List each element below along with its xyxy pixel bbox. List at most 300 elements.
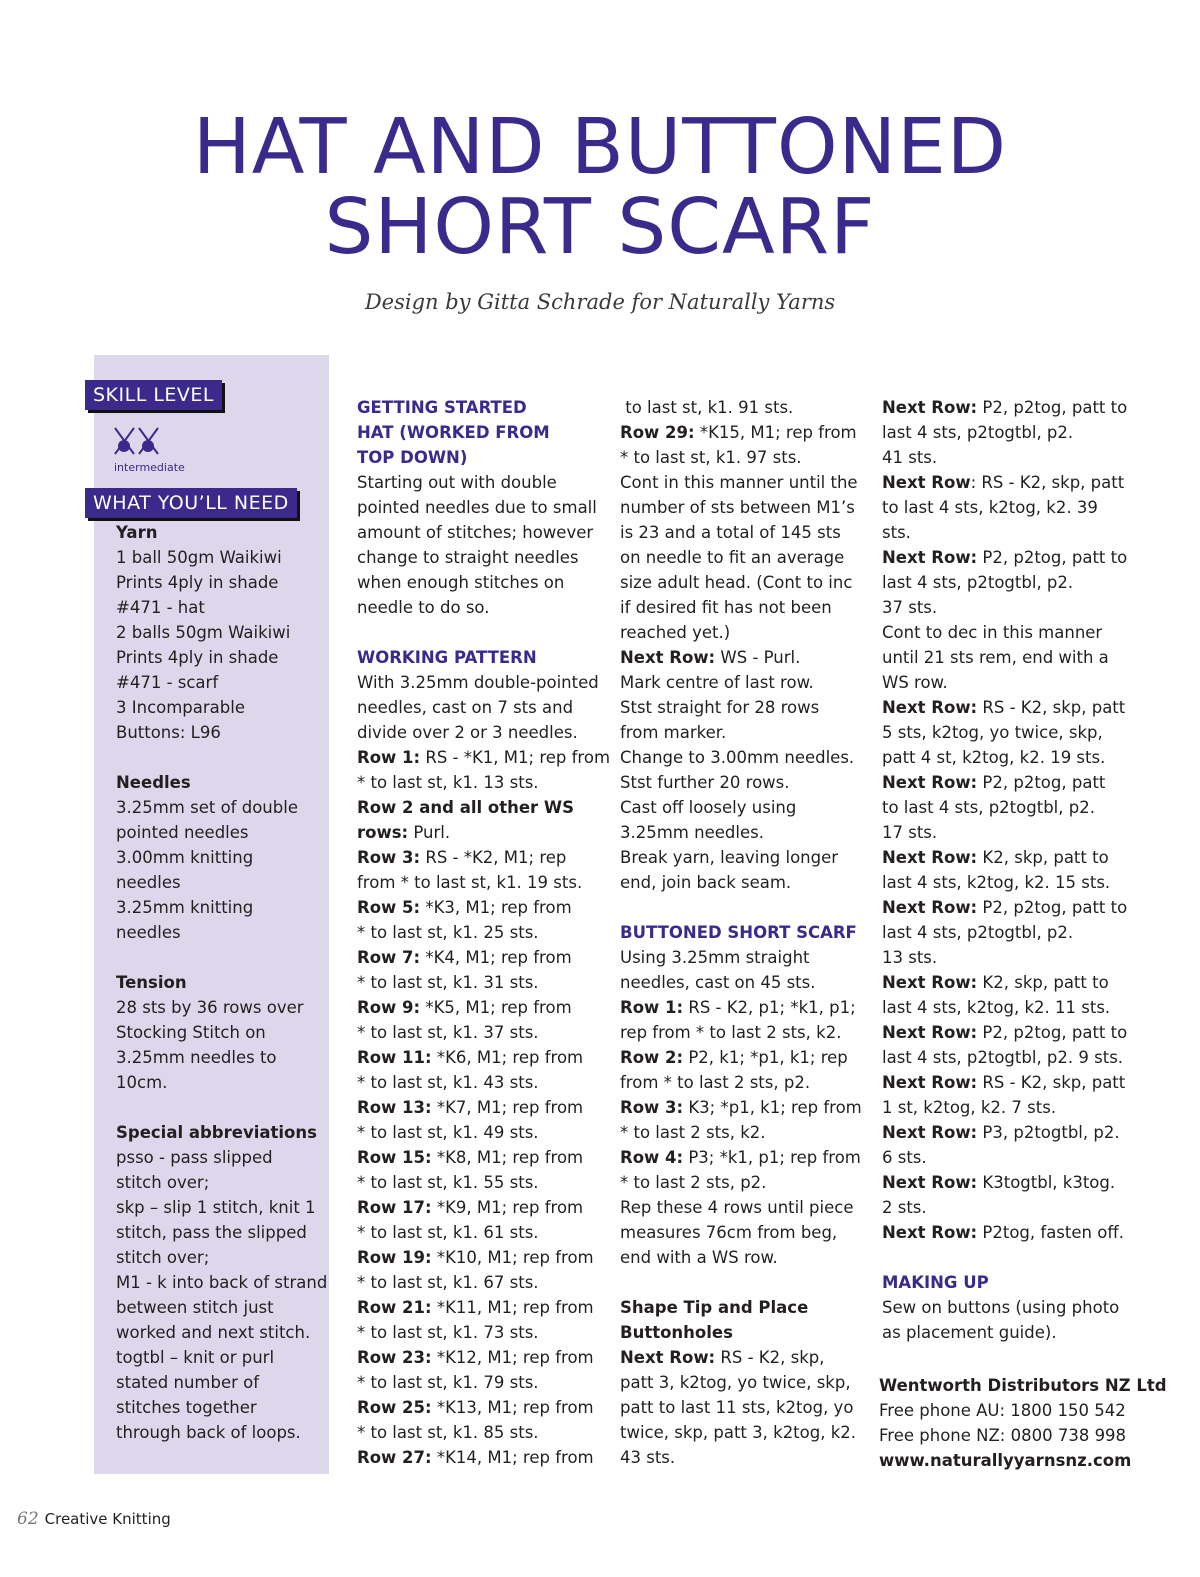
- text-line: [116, 920, 322, 945]
- bold-label: Next Row:: [882, 773, 978, 792]
- text-line: [357, 695, 610, 720]
- line-text: as placement guide).: [882, 1323, 1057, 1342]
- text-line: [620, 445, 862, 470]
- text-line: [882, 1145, 1127, 1170]
- line-text: Prints 4ply in shade: [116, 648, 279, 667]
- text-line: [357, 920, 610, 945]
- bold-label: Next Row:: [882, 1123, 978, 1142]
- line-text: Stst straight for 28 rows: [620, 698, 820, 717]
- text-line: [357, 870, 610, 895]
- line-text: *K12, M1; rep from: [431, 1348, 594, 1367]
- line-text: *K14, M1; rep from: [431, 1448, 594, 1467]
- section-heading: BUTTONED SHORT SCARF: [620, 923, 857, 942]
- line-text: * to last 2 sts, k2.: [620, 1123, 766, 1142]
- line-text: K2, skp, patt to: [977, 973, 1109, 992]
- bold-label: Row 3:: [620, 1098, 684, 1117]
- page-number: 62: [17, 1509, 39, 1529]
- bold-label: Next Row:: [882, 1223, 978, 1242]
- bold-label: Next Row:: [882, 1023, 978, 1042]
- line-text: 3.25mm set of double: [116, 798, 298, 817]
- line-text: Buttons: L96: [116, 723, 221, 742]
- text-line: [357, 1045, 610, 1070]
- text-line: [620, 1395, 862, 1420]
- distributor-info: [879, 1373, 1167, 1473]
- line-text: * to last st, k1. 97 sts.: [620, 448, 802, 467]
- line-text: 3.25mm needles to: [116, 1048, 277, 1067]
- line-text: * to last st, k1. 85 sts.: [357, 1423, 539, 1442]
- line-text: from * to last st, k1. 19 sts.: [357, 873, 583, 892]
- line-text: sts.: [882, 523, 911, 542]
- bold-label: Row 11:: [357, 1048, 432, 1067]
- bold-label: Next Row:: [882, 898, 978, 917]
- text-line: [357, 1145, 610, 1170]
- text-line: [620, 670, 862, 695]
- bold-label: Row 15:: [357, 1148, 432, 1167]
- text-line: [620, 720, 862, 745]
- text-line: [357, 995, 610, 1020]
- spacer: [116, 745, 322, 770]
- bold-label: Row 2:: [620, 1048, 684, 1067]
- text-line: [357, 895, 610, 920]
- bold-label: Row 29:: [620, 423, 695, 442]
- line-text: P3; *k1, p1; rep from: [683, 1148, 861, 1167]
- text-line: [882, 745, 1127, 770]
- text-line: [116, 1295, 322, 1320]
- line-text: stitches together: [116, 1398, 257, 1417]
- bold-label: Row 5:: [357, 898, 421, 917]
- bold-label: Row 13:: [357, 1098, 432, 1117]
- text-line: [882, 395, 1127, 420]
- text-line: [882, 420, 1127, 445]
- page-title: [0, 103, 1200, 272]
- line-text: P2tog, fasten off.: [977, 1223, 1124, 1242]
- bold-label: Special abbreviations: [116, 1123, 317, 1142]
- line-text: RS - K2, skp, patt: [977, 1073, 1126, 1092]
- line-text: 37 sts.: [882, 598, 938, 617]
- text-line: [116, 645, 322, 670]
- line-text: needles: [116, 873, 181, 892]
- text-line: [116, 1045, 322, 1070]
- line-text: skp – slip 1 stitch, knit 1: [116, 1198, 316, 1217]
- text-line: [357, 1095, 610, 1120]
- text-line: [882, 570, 1127, 595]
- line-text: Prints 4ply in shade: [116, 573, 279, 592]
- line-text: 2 sts.: [882, 1198, 927, 1217]
- bold-label: Row 4:: [620, 1148, 684, 1167]
- text-line: [357, 545, 610, 570]
- line-text: *K5, M1; rep from: [420, 998, 572, 1017]
- distributor-name: Wentworth Distributors NZ Ltd: [879, 1376, 1167, 1395]
- line-text: pointed needles: [116, 823, 249, 842]
- text-line: [620, 1320, 862, 1345]
- column-2: [620, 395, 862, 1470]
- spacer: [620, 1270, 862, 1295]
- text-line: [882, 470, 1127, 495]
- line-text: Cont in this manner until the: [620, 473, 858, 492]
- text-line: [620, 1345, 862, 1370]
- line-text: twice, skp, patt 3, k2tog, k2.: [620, 1423, 857, 1442]
- text-line: [116, 595, 322, 620]
- line-text: last 4 sts, p2togtbl, p2.: [882, 423, 1074, 442]
- line-text: * to last st, k1. 25 sts.: [357, 923, 539, 942]
- text-line: [357, 570, 610, 595]
- text-line: [116, 970, 322, 995]
- section-heading: GETTING STARTED: [357, 398, 527, 417]
- text-line: [620, 1370, 862, 1395]
- bold-label: Yarn: [116, 523, 158, 542]
- bold-label: Next Row: [882, 473, 971, 492]
- text-line: [620, 820, 862, 845]
- line-text: between stitch just: [116, 1298, 274, 1317]
- line-text: worked and next stitch.: [116, 1323, 311, 1342]
- line-text: needles, cast on 45 sts.: [620, 973, 816, 992]
- line-text: 1 st, k2tog, k2. 7 sts.: [882, 1098, 1057, 1117]
- text-line: [116, 1420, 322, 1445]
- text-line: [882, 895, 1127, 920]
- line-text: last 4 sts, p2togtbl, p2.: [882, 573, 1074, 592]
- line-text: * to last st, k1. 49 sts.: [357, 1123, 539, 1142]
- text-line: [882, 1220, 1127, 1245]
- line-text: *K10, M1; rep from: [431, 1248, 594, 1267]
- line-text: P2, p2tog, patt to: [977, 548, 1128, 567]
- section-heading: WORKING PATTERN: [357, 648, 537, 667]
- bold-label: rows:: [357, 823, 409, 842]
- line-text: needle to do so.: [357, 598, 490, 617]
- text-line: [116, 520, 322, 545]
- line-text: 3.25mm knitting: [116, 898, 254, 917]
- line-text: K3; *p1, k1; rep from: [683, 1098, 862, 1117]
- text-line: [620, 1420, 862, 1445]
- text-line: [357, 770, 610, 795]
- line-text: last 4 sts, p2togtbl, p2. 9 sts.: [882, 1048, 1124, 1067]
- line-text: *K3, M1; rep from: [420, 898, 572, 917]
- text-line: [357, 945, 610, 970]
- bold-label: Row 9:: [357, 998, 421, 1017]
- line-text: change to straight needles: [357, 548, 579, 567]
- line-text: Using 3.25mm straight: [620, 948, 810, 967]
- text-line: [357, 595, 610, 620]
- line-text: when enough stitches on: [357, 573, 565, 592]
- title-line-2: SHORT SCARF: [324, 183, 876, 272]
- text-line: [620, 945, 862, 970]
- line-text: Mark centre of last row.: [620, 673, 814, 692]
- line-text: measures 76cm from beg,: [620, 1223, 838, 1242]
- text-line: [620, 695, 862, 720]
- text-line: [116, 620, 322, 645]
- line-text: patt 3, k2tog, yo twice, skp,: [620, 1373, 851, 1392]
- line-text: RS - K2, p1; *k1, p1;: [683, 998, 856, 1017]
- text-line: [357, 1245, 610, 1270]
- line-text: Stocking Stitch on: [116, 1023, 266, 1042]
- text-line: [882, 1045, 1127, 1070]
- text-line: [620, 620, 862, 645]
- text-line: [116, 1320, 322, 1345]
- line-text: amount of stitches; however: [357, 523, 594, 542]
- line-text: Rep these 4 rows until piece: [620, 1198, 854, 1217]
- text-line: [116, 1245, 322, 1270]
- text-line: [882, 795, 1127, 820]
- text-line: [357, 1195, 610, 1220]
- line-text: : RS - K2, skp, patt: [970, 473, 1125, 492]
- text-line: [882, 620, 1127, 645]
- line-text: P2, p2tog, patt to: [977, 898, 1128, 917]
- text-line: [116, 1370, 322, 1395]
- line-text: 13 sts.: [882, 948, 938, 967]
- line-text: M1 - k into back of strand: [116, 1273, 328, 1292]
- materials-list: [116, 520, 328, 1445]
- line-text: * to last st, k1. 79 sts.: [357, 1373, 539, 1392]
- line-text: * to last st, k1. 61 sts.: [357, 1223, 539, 1242]
- bold-label: Row 3:: [357, 848, 421, 867]
- line-text: last 4 sts, p2togtbl, p2.: [882, 923, 1074, 942]
- text-line: [116, 1270, 328, 1295]
- text-line: [620, 420, 862, 445]
- line-text: *K6, M1; rep from: [431, 1048, 584, 1067]
- text-line: [620, 1195, 862, 1220]
- bold-label: Row 25:: [357, 1398, 432, 1417]
- text-line: [882, 1095, 1127, 1120]
- text-line: [357, 670, 610, 695]
- text-line: [620, 1070, 862, 1095]
- line-text: if desired fit has not been: [620, 598, 832, 617]
- text-line: [357, 1170, 610, 1195]
- line-text: 10cm.: [116, 1073, 168, 1092]
- line-text: With 3.25mm double-pointed: [357, 673, 599, 692]
- text-line: [620, 1245, 862, 1270]
- line-text: #471 - hat: [116, 598, 205, 617]
- line-text: RS - *K2, M1; rep: [420, 848, 567, 867]
- line-text: 6 sts.: [882, 1148, 927, 1167]
- text-line: [357, 1370, 610, 1395]
- bold-label: Row 1:: [357, 748, 421, 767]
- text-line: [620, 470, 862, 495]
- text-line: [620, 1170, 862, 1195]
- line-text: from marker.: [620, 723, 727, 742]
- text-line: [357, 745, 610, 770]
- text-line: [357, 495, 610, 520]
- magazine-name: Creative Knitting: [44, 1510, 171, 1528]
- line-text: from * to last 2 sts, p2.: [620, 1073, 811, 1092]
- bold-label: Row 7:: [357, 948, 421, 967]
- text-line: [357, 470, 610, 495]
- text-line: [116, 770, 322, 795]
- text-line: [620, 545, 862, 570]
- text-line: [620, 1145, 862, 1170]
- spacer: [116, 1095, 322, 1120]
- text-line: [882, 695, 1127, 720]
- bold-label: Next Row:: [882, 1173, 978, 1192]
- bold-label: Next Row:: [882, 973, 978, 992]
- line-text: 17 sts.: [882, 823, 938, 842]
- knitting-needles-icon: [112, 424, 162, 458]
- line-text: 43 sts.: [620, 1448, 676, 1467]
- bold-label: Next Row:: [882, 848, 978, 867]
- text-line: [620, 495, 862, 520]
- text-line: [116, 570, 322, 595]
- spacer: [620, 895, 862, 920]
- line-text: last 4 sts, k2tog, k2. 11 sts.: [882, 998, 1111, 1017]
- bold-label: Needles: [116, 773, 191, 792]
- text-line: [882, 1295, 1127, 1320]
- text-line: [357, 820, 610, 845]
- text-line: [882, 1170, 1127, 1195]
- text-line: [882, 720, 1127, 745]
- text-line: [882, 1320, 1127, 1345]
- text-line: [357, 1345, 610, 1370]
- text-line: [116, 545, 322, 570]
- line-text: Break yarn, leaving longer: [620, 848, 839, 867]
- line-text: to last 4 sts, p2togtbl, p2.: [882, 798, 1095, 817]
- line-text: WS row.: [882, 673, 948, 692]
- line-text: * to last st, k1. 67 sts.: [357, 1273, 539, 1292]
- line-text: * to last st, k1. 73 sts.: [357, 1323, 539, 1342]
- text-line: [882, 670, 1127, 695]
- text-line: [620, 795, 862, 820]
- bold-label: Row 21:: [357, 1298, 432, 1317]
- text-line: [882, 445, 1127, 470]
- line-text: pointed needles due to small: [357, 498, 597, 517]
- text-line: [116, 870, 322, 895]
- line-text: psso - pass slipped: [116, 1148, 273, 1167]
- title-line-1: HAT AND BUTTONED: [192, 103, 1008, 192]
- bold-label: Tension: [116, 973, 187, 992]
- line-text: on needle to fit an average: [620, 548, 845, 567]
- line-text: * to last st, k1. 55 sts.: [357, 1173, 539, 1192]
- line-text: *K7, M1; rep from: [431, 1098, 584, 1117]
- text-line: [620, 1045, 862, 1070]
- bold-label: Next Row:: [882, 548, 978, 567]
- page-footer: [17, 1509, 171, 1529]
- line-text: 2 balls 50gm Waikiwi: [116, 623, 291, 642]
- text-line: [882, 920, 1127, 945]
- spacer: [116, 945, 322, 970]
- bold-label: Shape Tip and Place: [620, 1298, 809, 1317]
- line-text: * to last st, k1. 43 sts.: [357, 1073, 539, 1092]
- text-line: [357, 1070, 610, 1095]
- line-text: *K11, M1; rep from: [431, 1298, 594, 1317]
- text-line: [357, 1295, 610, 1320]
- line-text: until 21 sts rem, end with a: [882, 648, 1109, 667]
- text-line: [882, 1070, 1127, 1095]
- text-line: [357, 1445, 610, 1470]
- text-line: [116, 1195, 322, 1220]
- line-text: K3togtbl, k3tog.: [977, 1173, 1116, 1192]
- line-text: 28 sts by 36 rows over: [116, 998, 304, 1017]
- text-line: [116, 995, 322, 1020]
- line-text: 3 Incomparable: [116, 698, 245, 717]
- text-line: [116, 1120, 322, 1145]
- line-text: stated number of: [116, 1373, 260, 1392]
- bold-label: Row 2 and all other WS: [357, 798, 575, 817]
- text-line: [357, 970, 610, 995]
- text-line: [620, 520, 862, 545]
- section-heading: TOP DOWN): [357, 448, 468, 467]
- text-line: [620, 1020, 862, 1045]
- text-line: [882, 520, 1127, 545]
- bold-label: Next Row:: [882, 698, 978, 717]
- text-line: [116, 1220, 322, 1245]
- text-line: [620, 645, 862, 670]
- line-text: RS - *K1, M1; rep from: [420, 748, 611, 767]
- line-text: togtbl – knit or purl: [116, 1348, 275, 1367]
- bold-label: Next Row:: [620, 1348, 716, 1367]
- line-text: P2, p2tog, patt to: [977, 1023, 1128, 1042]
- line-text: P3, p2togtbl, p2.: [977, 1123, 1120, 1142]
- text-line: [357, 845, 610, 870]
- text-line: [357, 520, 610, 545]
- section-heading: MAKING UP: [882, 1273, 989, 1292]
- line-text: is 23 and a total of 145 sts: [620, 523, 841, 542]
- bold-label: Next Row:: [882, 398, 978, 417]
- line-text: P2, k1; *p1, k1; rep: [683, 1048, 848, 1067]
- skill-level-heading: SKILL LEVEL: [85, 380, 222, 410]
- text-line: [620, 570, 862, 595]
- text-line: [882, 945, 1127, 970]
- text-line: [116, 1145, 322, 1170]
- line-text: to last st, k1. 91 sts.: [620, 398, 794, 417]
- line-text: * to last 2 sts, p2.: [620, 1173, 767, 1192]
- text-line: [620, 595, 862, 620]
- bold-label: Row 1:: [620, 998, 684, 1017]
- line-text: needles, cast on 7 sts and: [357, 698, 574, 717]
- line-text: through back of loops.: [116, 1423, 301, 1442]
- text-line: [882, 545, 1127, 570]
- text-line: [357, 1420, 610, 1445]
- text-line: [116, 845, 322, 870]
- column-3: [882, 395, 1127, 1345]
- line-text: #471 - scarf: [116, 673, 219, 692]
- byline: Design by Gitta Schrade for Naturally Yarns: [364, 290, 836, 314]
- text-line: [357, 795, 610, 820]
- spacer: [357, 620, 610, 645]
- text-line: [882, 770, 1127, 795]
- line-text: 3.00mm knitting: [116, 848, 254, 867]
- text-line: [116, 720, 322, 745]
- text-line: [357, 1395, 610, 1420]
- text-line: [357, 1120, 610, 1145]
- line-text: * to last st, k1. 13 sts.: [357, 773, 539, 792]
- line-text: 3.25mm needles.: [620, 823, 764, 842]
- text-line: [357, 1220, 610, 1245]
- spacer: [882, 1245, 1127, 1270]
- line-text: *K8, M1; rep from: [431, 1148, 584, 1167]
- line-text: * to last st, k1. 37 sts.: [357, 1023, 539, 1042]
- text-line: [357, 1020, 610, 1045]
- distributor-phone-au: Free phone AU: 1800 150 542: [879, 1401, 1126, 1420]
- text-line: [882, 1120, 1127, 1145]
- text-line: [620, 1220, 862, 1245]
- distributor-phone-nz: Free phone NZ: 0800 738 998: [879, 1426, 1127, 1445]
- bold-label: Row 17:: [357, 1198, 432, 1217]
- text-line: [620, 870, 862, 895]
- line-text: Cont to dec in this manner: [882, 623, 1103, 642]
- text-line: [357, 1320, 610, 1345]
- line-text: Cast off loosely using: [620, 798, 797, 817]
- line-text: 1 ball 50gm Waikiwi: [116, 548, 282, 567]
- text-line: [620, 745, 862, 770]
- line-text: 41 sts.: [882, 448, 938, 467]
- text-line: [116, 895, 322, 920]
- line-text: size adult head. (Cont to inc: [620, 573, 853, 592]
- text-line: [620, 1295, 862, 1320]
- text-line: [116, 1070, 322, 1095]
- text-line: [116, 795, 322, 820]
- line-text: rep from * to last 2 sts, k2.: [620, 1023, 842, 1042]
- distributor-url[interactable]: www.naturallyyarnsnz.com: [879, 1451, 1132, 1470]
- column-1: [357, 395, 610, 1470]
- text-line: [882, 645, 1127, 670]
- line-text: P2, p2tog, patt to: [977, 398, 1128, 417]
